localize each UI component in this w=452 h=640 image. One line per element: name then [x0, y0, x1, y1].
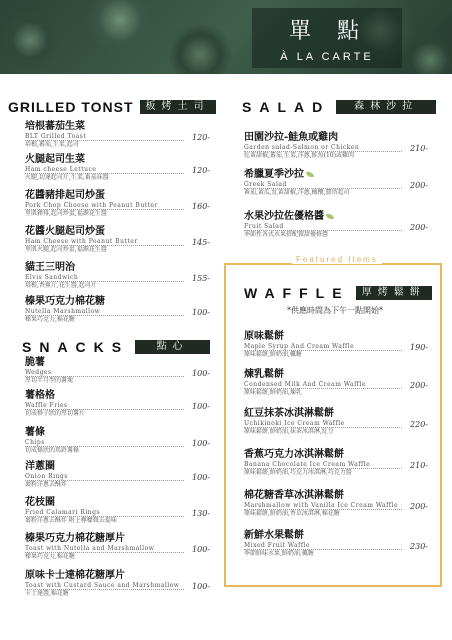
item-name-text: 水果沙拉佐優格醬	[244, 211, 324, 222]
dotted-leader	[244, 230, 402, 231]
item-name-text: 花枝圈	[25, 497, 55, 508]
item-description: 原味鬆餅,鮮奶油,巧克力冰淇淋,巧克力醬	[244, 469, 352, 476]
item-description: 原味鬆餅,鮮奶油,抹茶冰淇淋,紅豆	[244, 428, 334, 435]
item-description: 原味鬆餅,鮮奶油,煉乳	[244, 389, 302, 396]
leaf-icon	[326, 214, 334, 219]
item-price: 100-	[192, 545, 210, 554]
snacks-menu-item	[25, 533, 210, 563]
item-english-name: Pork Chop Cheese with Peanut Butter	[25, 202, 158, 209]
dotted-leader	[25, 315, 184, 316]
item-name	[25, 190, 210, 202]
dotted-leader	[25, 140, 184, 141]
item-english-name: Greek Salad	[244, 181, 287, 188]
waffle-section-tag: 厚烤鬆餅	[356, 286, 432, 300]
item-price: 190-	[410, 343, 428, 352]
item-name	[25, 461, 210, 473]
dotted-leader	[244, 509, 402, 510]
grilled-menu-item	[25, 226, 210, 256]
item-english-name: Toast with Custard Sauce and Marshmallow	[25, 582, 180, 589]
dotted-leader	[25, 552, 184, 553]
snacks-menu-item	[25, 357, 210, 387]
dotted-leader	[25, 376, 184, 377]
item-name	[244, 211, 428, 223]
item-price: 120-	[192, 133, 210, 142]
item-price: 200-	[410, 181, 428, 190]
item-name	[244, 408, 428, 420]
item-english-name: Uchikinoki Ice Cream Waffle	[244, 420, 345, 427]
waffle-menu-item	[244, 331, 428, 361]
item-name	[244, 449, 428, 461]
item-price: 120-	[192, 166, 210, 175]
salad-menu-item	[244, 211, 428, 241]
snacks-section-header	[22, 339, 210, 355]
item-description: 裹粉洋蔥去酥炸 附上檸檬微去提味	[25, 517, 117, 524]
item-description: 厚切半月型的薯塊	[25, 377, 74, 384]
salad-section-header	[242, 99, 436, 115]
dotted-leader	[25, 409, 184, 410]
item-name-text: 洋蔥圈	[25, 461, 55, 472]
item-description: 切成格子狀的厚切薯片	[25, 410, 86, 417]
dotted-leader	[244, 427, 402, 428]
item-name-text: 花醬豬排起司炒蛋	[25, 190, 105, 201]
item-description: 紅黃甜椒,蕃茄,生菜,洋蔥,鮭魚(10)或雞肉	[244, 152, 354, 159]
dotted-leader	[244, 151, 402, 152]
item-name	[244, 331, 428, 343]
item-description: 季節性各式水果搭配微甜優格醬	[244, 231, 329, 238]
dotted-leader	[244, 388, 402, 389]
dotted-leader	[25, 589, 184, 590]
item-english-name: Nutella Marshmallow	[25, 308, 101, 315]
item-description: 火腿,切達起司片,生菜,番茄抹醬	[25, 174, 109, 181]
item-name-text: 薯條	[25, 427, 45, 438]
item-description: 原味鬆餅,鮮奶油,楓糖	[244, 351, 302, 358]
item-name	[25, 296, 210, 308]
waffle-section-title: WAFFLE	[244, 285, 350, 301]
grilled-menu-item	[25, 190, 210, 220]
waffle-menu-item	[244, 490, 428, 520]
item-description: 榛果巧克力,棉花糖	[25, 553, 75, 560]
item-name-text: 棉花糖香草冰淇淋鬆餅	[244, 490, 344, 501]
item-name	[244, 530, 428, 542]
dotted-leader	[25, 173, 184, 174]
item-price: 100-	[192, 402, 210, 411]
item-name	[25, 121, 210, 133]
item-name-text: 田園沙拉-鮭魚或雞肉	[244, 132, 339, 143]
banner-subtitle: À LA CARTE	[280, 51, 374, 63]
item-price: 100-	[192, 369, 210, 378]
item-name-text: 花醬火腿起司炒蛋	[25, 226, 105, 237]
item-name	[25, 533, 210, 545]
item-description: 培根,蕃茄,生菜,起司	[25, 141, 79, 148]
item-price: 130-	[192, 509, 210, 518]
item-english-name: Condensed Milk And Cream Waffle	[244, 381, 366, 388]
waffle-menu-item	[244, 449, 428, 479]
item-name-text: 火腿起司生菜	[25, 154, 85, 165]
snacks-menu-item	[25, 390, 210, 420]
item-description: 里肌豬排,起司炒蛋,福源花生醬	[25, 210, 107, 217]
item-name	[25, 497, 210, 509]
item-name	[25, 390, 210, 402]
waffle-section-header	[244, 285, 432, 301]
item-description: 番茄,黃瓜,紅黃甜椒,洋蔥,橄欖,費塔起司	[244, 189, 350, 196]
item-price: 160-	[192, 202, 210, 211]
item-description: 原味鬆餅,鮮奶油,香草冰淇淋,棉花糖	[244, 510, 340, 517]
item-name	[244, 490, 428, 502]
item-name-text: 希臘夏季沙拉	[244, 169, 304, 180]
dotted-leader	[244, 188, 402, 189]
item-name-text: 培根蕃茄生菜	[25, 121, 85, 132]
item-price: 220-	[410, 420, 428, 429]
dotted-leader	[25, 480, 184, 481]
item-description: 里肌火腿,起司炒蛋,福源花生醬	[25, 246, 107, 253]
dotted-leader	[25, 446, 184, 447]
item-english-name: Waffle Fries	[25, 402, 68, 409]
salad-section-title: SALAD	[242, 99, 331, 115]
header-banner	[0, 0, 452, 74]
dotted-leader	[25, 516, 184, 517]
item-name-text: 原味鬆餅	[244, 331, 284, 342]
banner-title: 單點	[288, 19, 385, 44]
item-price: 100-	[192, 582, 210, 591]
item-price: 210-	[410, 144, 428, 153]
waffle-menu-item	[244, 530, 428, 560]
item-name-text: 脆薯	[25, 357, 45, 368]
item-english-name: Ham Cheese with Peanut Butter	[25, 238, 138, 245]
item-name	[25, 570, 210, 582]
item-name-text: 薯格格	[25, 390, 55, 401]
waffle-serving-note: *供應時間為下午一點開始*	[287, 306, 383, 315]
grilled-menu-item	[25, 296, 210, 326]
dotted-leader	[244, 549, 402, 550]
item-name-text: 榛果巧克力棉花糖厚片	[25, 533, 125, 544]
item-price: 100-	[192, 473, 210, 482]
item-english-name: Chips	[25, 439, 45, 446]
item-price: 145-	[192, 238, 210, 247]
waffle-menu-item	[244, 408, 428, 438]
item-name	[244, 132, 428, 144]
snacks-menu-item	[25, 427, 210, 457]
salad-menu-item	[244, 169, 428, 199]
item-name	[25, 357, 210, 369]
item-english-name: Onion Rings	[25, 473, 68, 480]
item-price: 100-	[192, 308, 210, 317]
item-name	[244, 369, 428, 381]
item-price: 155-	[192, 274, 210, 283]
item-description: 卡士達醬,棉花糖	[25, 590, 69, 597]
grilled-section-title: GRILLED TONST	[8, 99, 134, 115]
item-english-name: Maple Syrup And Cream Waffle	[244, 343, 355, 350]
item-price: 200-	[410, 223, 428, 232]
item-description: 裹粉洋蔥去酥炸	[25, 481, 68, 488]
item-name-text: 煉乳鬆餅	[244, 369, 284, 380]
item-price: 200-	[410, 381, 428, 390]
item-english-name: Fried Calamari Rings	[25, 509, 101, 516]
grilled-section-tag: 板烤土司	[140, 100, 216, 114]
dotted-leader	[25, 281, 184, 282]
item-english-name: Marshmallow with Vanilla Ice Cream Waffle	[244, 502, 398, 509]
featured-items-label: Featured Items	[292, 255, 382, 264]
grilled-menu-item	[25, 262, 210, 292]
salad-section-tag: 森林沙拉	[336, 100, 436, 114]
item-name	[244, 169, 428, 181]
item-name-text: 貓王三明治	[25, 262, 75, 273]
item-english-name: Garden salad-Salmon or Chicken	[244, 144, 360, 151]
item-english-name: Banana Chocolate Ice Cream Waffle	[244, 461, 371, 468]
item-english-name: BLT Grilled Toast	[25, 133, 87, 140]
dotted-leader	[244, 350, 402, 351]
item-price: 100-	[192, 439, 210, 448]
item-english-name: Ham cheese Lettuce	[25, 166, 97, 173]
salad-menu-item	[244, 132, 428, 162]
item-english-name: Mixed Fruit Waffle	[244, 542, 311, 549]
item-description: 培根,香蕉片,花生醬,起司片	[25, 282, 97, 289]
grilled-section-header	[8, 99, 212, 115]
grilled-menu-item	[25, 154, 210, 184]
grilled-menu-item	[25, 121, 210, 151]
item-description: 切成條狀的馬鈴薯條	[25, 447, 80, 454]
snacks-section-tag: 點心	[135, 340, 210, 354]
item-english-name: Fruit Salad	[244, 223, 284, 230]
item-name	[25, 262, 210, 274]
item-name	[25, 427, 210, 439]
item-name-text: 紅豆抹茶冰淇淋鬆餅	[244, 408, 334, 419]
waffle-menu-item	[244, 369, 428, 399]
item-name-text: 榛果巧克力棉花糖	[25, 296, 105, 307]
item-description: 季節鮮味水果,鮮奶油,楓糖	[244, 550, 314, 557]
dotted-leader	[244, 468, 402, 469]
item-description: 榛果巧克力,棉花糖	[25, 316, 75, 323]
item-english-name: Elvis Sandwich	[25, 274, 79, 281]
item-name	[25, 154, 210, 166]
item-english-name: Toast with Nutella and Marshmallow	[25, 545, 155, 552]
item-name-text: 新鮮水果鬆餅	[244, 530, 304, 541]
snacks-menu-item	[25, 570, 210, 600]
item-price: 200-	[410, 502, 428, 511]
snacks-menu-item	[25, 497, 210, 527]
banner-title-box	[252, 8, 402, 68]
item-name-text: 香蕉巧克力冰淇淋鬆餅	[244, 449, 344, 460]
item-price: 210-	[410, 461, 428, 470]
snacks-section-title: SNACKS	[22, 339, 130, 355]
dotted-leader	[25, 245, 184, 246]
item-english-name: Wedges	[25, 369, 52, 376]
snacks-menu-item	[25, 461, 210, 491]
item-name	[25, 226, 210, 238]
dotted-leader	[25, 209, 184, 210]
item-price: 230-	[410, 542, 428, 551]
item-name-text: 原味卡士達棉花糖厚片	[25, 570, 125, 581]
leaf-icon	[306, 172, 314, 177]
